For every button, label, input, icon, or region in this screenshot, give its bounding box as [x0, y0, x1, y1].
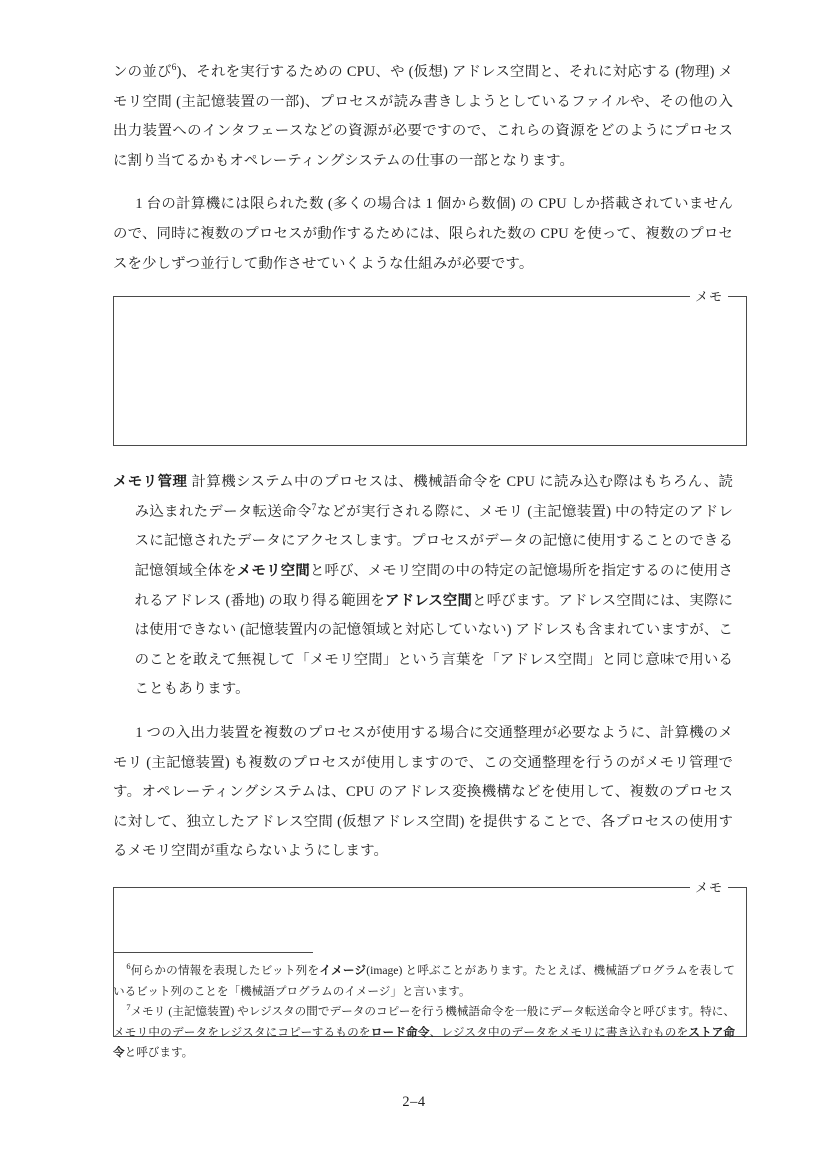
section-memory-text-4: と呼びます。アドレス空間には、実際には使用できない (記憶装置内の記憶領域と対応していない) アドレスも含まれていますが、このことを敢えて無視して「メモリ空間」という言葉を「アドレス空間」と同じ意味で用いることもあります。	[134, 592, 733, 698]
section-memory-management	[113, 468, 733, 705]
memo-box-1[interactable]	[113, 289, 747, 446]
footnote-separator-rule	[113, 952, 313, 953]
memo-label-2: メモ	[690, 878, 728, 897]
memo-spacer-top-2	[113, 867, 733, 887]
term-memory-space: メモリ空間	[236, 562, 310, 579]
paragraph-spacer	[113, 176, 733, 190]
footnote-marker-6: 6	[171, 63, 177, 74]
footnote-marker-7: 7	[311, 502, 317, 513]
memo-label-1: メモ	[690, 287, 728, 306]
section-memory-text-1: 計算機システム中のプロセスは、機械語命令を CPU に読み込む際はもちろん、読み込まれたデータ転送命令	[134, 474, 733, 520]
section-memory-text-2: などが実行される際に、メモリ (主記憶装置) 中の特定のアドレスに記憶されたデータにアクセスします。プロセスがデータの記憶に使用することのできる記憶領域全体を	[134, 503, 734, 579]
paragraph-cpu-count: 1 台の計算機には限られた数 (多くの場合は 1 個から数個) の CPU しか搭載されていませんので、同時に複数のプロセスが動作するためには、限られた数の CPU を使って、複数のプロセスを少しずつ並行して動作させていくような仕組みが必要です。	[113, 196, 733, 272]
footnote-7-bold-term-store: ストア命令	[113, 1025, 735, 1060]
footnote-7-text-2: 、レジスタ中のデータをメモリに書き込むものを	[429, 1025, 689, 1039]
paragraph-1-before-footnote: ンの並び	[113, 64, 172, 80]
footnote-6	[113, 961, 735, 1002]
footnote-6-bold-term: イメージ	[319, 964, 367, 977]
paragraph-continuation	[113, 58, 733, 176]
footnote-7-text-1: メモリ (主記憶装置) やレジスタの間でデータのコピーを行う機械語命令を一般にデータ転送命令と呼びます。特に、メモリ中のデータをレジスタにコピーするものを	[113, 1005, 735, 1039]
term-address-space: アドレス空間	[385, 592, 473, 609]
section-memory-text-3: と呼び、メモリ空間の中の特定の記憶場所を指定するのに使用されるアドレス (番地) の取り得る範囲を	[134, 562, 733, 609]
main-text-column	[113, 58, 736, 1037]
footnote-area	[113, 952, 735, 1064]
memo-spacer-top-1	[113, 279, 733, 296]
footnote-6-text-1: 何らかの情報を表現したビット列を	[130, 964, 320, 977]
page-number: 2–4	[402, 1094, 426, 1110]
footnote-7-bold-term-load: ロード命令	[370, 1025, 430, 1039]
memo-writing-area-1[interactable]	[114, 297, 746, 445]
footnote-7-number: 7	[126, 1003, 131, 1013]
footnote-6-number: 6	[126, 962, 131, 972]
paragraph-spacer-2	[113, 705, 733, 719]
section-heading-memory-management: メモリ管理	[113, 474, 188, 491]
footnote-6-text-2: (image) と呼ぶことがあります。たとえば、機械語プログラムを表しているビット列のことを「機械語プログラムのイメージ」と言います。	[113, 964, 736, 998]
paragraph-memory-arbitration: 1 つの入出力装置を複数のプロセスが使用する場合に交通整理が必要なように、計算機のメモリ (主記憶装置) も複数のプロセスが使用しますので、この交通整理を行うのがメモリ管理です。オペレーティングシステムは、CPU のアドレス変換機構などを使用して、複数のプロセスに対して、独立したアドレス空間 (仮想アドレス空間) を提供することで、各プロセスの使用するメモリ空間が重ならないようにします。	[113, 724, 733, 860]
paragraph-1-after-footnote: )、それを実行するための CPU、や (仮想) アドレス空間と、それに対応する (物理) メモリ空間 (主記憶装置の一部)、プロセスが読み書きしようとしているファイルや、その他の入出力装置へのインタフェースなどの資源が必要ですので、これらの資源をどのようにプロセスに割り当てるかもオペレーティングシステムの仕事の一部となります。	[113, 64, 734, 169]
memo-spacer-bottom-1	[113, 446, 733, 468]
footnote-7	[113, 1002, 735, 1064]
footnote-7-text-3: と呼びます。	[124, 1046, 194, 1060]
